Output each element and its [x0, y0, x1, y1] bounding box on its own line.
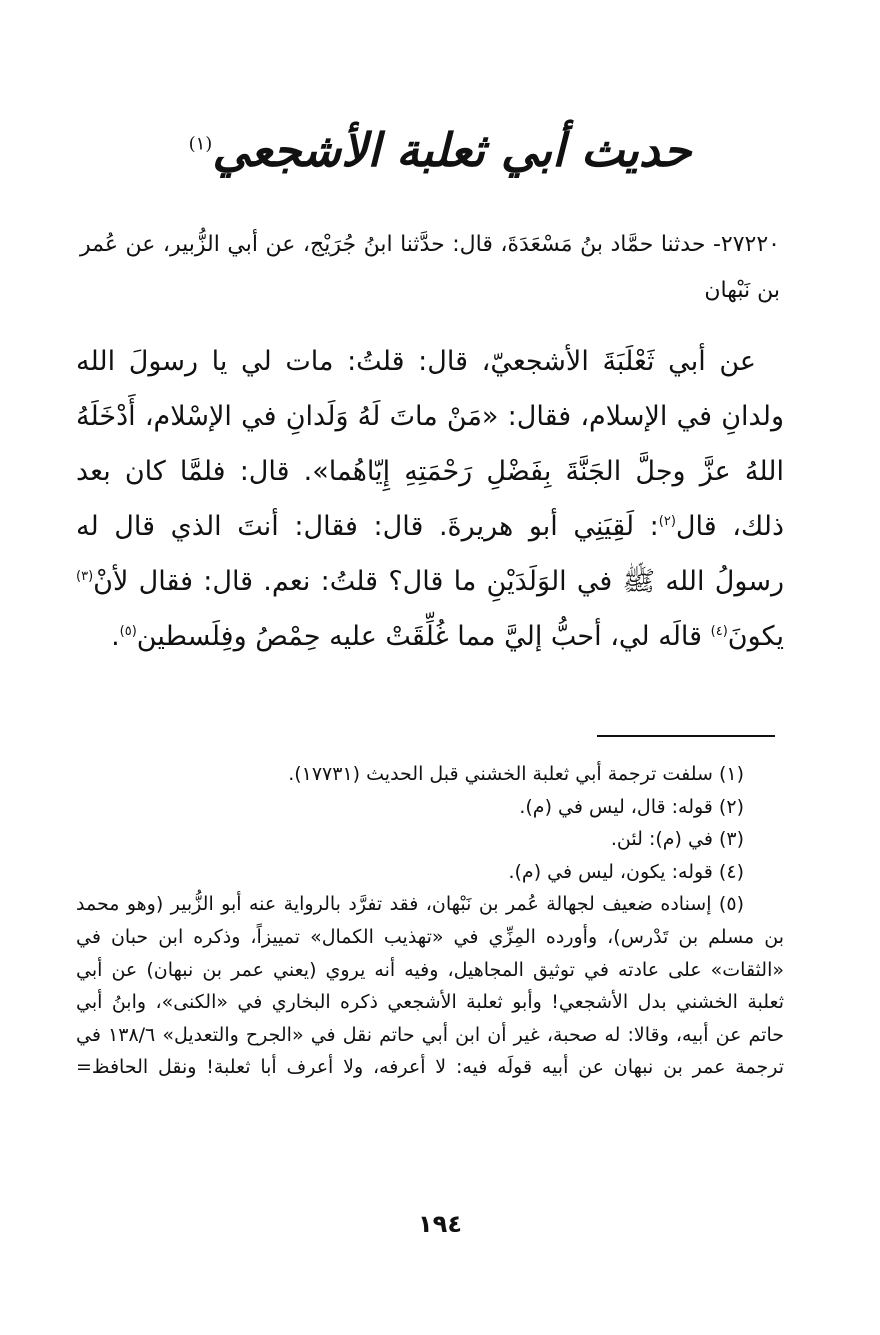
footnote-4: (٤) قوله: يكون، ليس في (م). — [508, 860, 744, 883]
matn-part-4: قالَه لي، أحبُّ إليَّ مما غُلِّقَتْ عليه حِمْصُ وفِلَسطين — [136, 621, 711, 652]
title-footnote-ref: (١) — [188, 133, 213, 155]
matn-part-3: يكونَ — [727, 621, 784, 652]
isnad-text: - حدثنا حمَّاد بنُ مَسْعَدَةَ، قال: حدَّثنا ابنُ جُرَيْج، عن أبي الزُّبير، عن عُمر بن نَبْهان — [80, 232, 780, 303]
footnote-ref-5: (٥) — [119, 624, 137, 639]
hadith-title — [0, 118, 880, 182]
footnote-2: (٢) قوله: قال، ليس في (م). — [519, 795, 744, 818]
footnote-5: (٥) إسناده ضعيف لجهالة عُمر بن نَبْهان، فقد تفرَّد بالرواية عنه أبو الزُّبير (وهو محمد بن مسلم بن تَدْرس)، وأورده المِزِّي في «تهذيب الكمال» تمييزاً، وذكره ابن حبان في «الثقات» على عادته في توثيق المجاهيل، وفيه أنه يروي (يعني عمر بن نبهان) عن أبي ثعلبة الخشني بدل الأشجعي! وأبو ثعلبة الأشجعي ذكره البخاري في «الكنى»، وابنُ أبي حاتم عن أبيه، وقالا: له صحبة، غير أن ابن أبي حاتم نقل في «الجرح والتعديل» ١٣٨/٦ في ترجمة عمر بن نبهان عن أبيه قولَه فيه: لا أعرفه، ولا أعرف أبا ثعلبة! ونقل الحافظ= — [76, 893, 784, 1079]
footnote-divider — [597, 735, 775, 737]
isnad-paragraph — [80, 222, 780, 314]
matn-part-5: . — [111, 621, 120, 652]
footnote-ref-3: (٣) — [76, 569, 94, 584]
footnote-3: (٣) في (م): لئن. — [610, 828, 744, 851]
matn-part-1: عن أبي ثَعْلَبَةَ الأشجعيّ، قال: قلتُ: مات لي يا رسولَ الله ولدانِ في الإسلام، فقال: «مَنْ ماتَ لَهُ وَلَدانِ في الإسْلام، أَدْخَلَهُ اللهُ عزَّ وجلَّ الجَنَّةَ بِفَضْلِ رَحْمَتِهِ إِيّاهُما». قال: فلمَّا كان بعد ذلك، قال — [76, 346, 784, 542]
page-number: ١٩٤ — [418, 1210, 462, 1238]
title-text: حديث أبي ثعلبة الأشجعي — [212, 123, 692, 177]
footnote-1: (١) سلفت ترجمة أبي ثعلبة الخشني قبل الحديث (١٧٧٣١). — [288, 763, 744, 785]
hadith-number: ٢٧٢٢٠ — [720, 232, 780, 257]
matn-paragraph — [76, 334, 784, 664]
matn-part-2: : لَقِيَنِي أبو هريرةَ. قال: فقال: أنتَ الذي قال له رسولُ الله ﷺ في الوَلَدَيْنِ ما قال؟ قلتُ: نعم. قال: فقال لأنْ — [76, 511, 784, 597]
footnote-ref-4: (٤) — [710, 624, 728, 639]
footnote-ref-2: (٢) — [658, 514, 676, 529]
footnotes-section — [76, 758, 784, 1084]
